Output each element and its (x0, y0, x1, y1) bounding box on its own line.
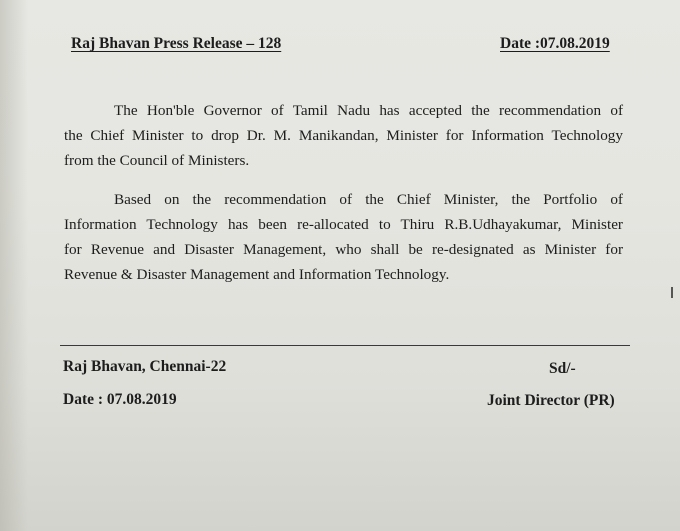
paragraph-line: for Revenue and Disaster Management, who shall be re-designated as Minister for (64, 241, 623, 258)
signature: Sd/- (549, 360, 576, 377)
paragraph-line: The Hon'ble Governor of Tamil Nadu has accepted the recommendation of (114, 102, 623, 119)
footer-place: Raj Bhavan, Chennai-22 (63, 358, 227, 375)
paragraph-governor-decision (64, 98, 623, 173)
page-shadow (0, 0, 28, 531)
paragraph-line: Information Technology has been re-allocated to Thiru R.B.Udhayakumar, Minister (64, 216, 623, 233)
release-title: Raj Bhavan Press Release – 128 (71, 35, 282, 52)
release-date: Date :07.08.2019 (500, 35, 610, 52)
paragraph-line: from the Council of Ministers. (64, 152, 250, 169)
paragraph-line: Revenue & Disaster Management and Information Technology. (64, 266, 450, 283)
paragraph-line: Based on the recommendation of the Chief Minister, the Portfolio of (114, 191, 623, 208)
signatory-designation: Joint Director (PR) (487, 392, 615, 409)
pen-mark (671, 287, 673, 298)
footer-divider (60, 345, 630, 346)
paragraph-portfolio-reallocation (64, 187, 623, 287)
footer-date: Date : 07.08.2019 (63, 391, 177, 408)
paragraph-line: the Chief Minister to drop Dr. M. Manikandan, Minister for Information Technology (64, 127, 623, 144)
